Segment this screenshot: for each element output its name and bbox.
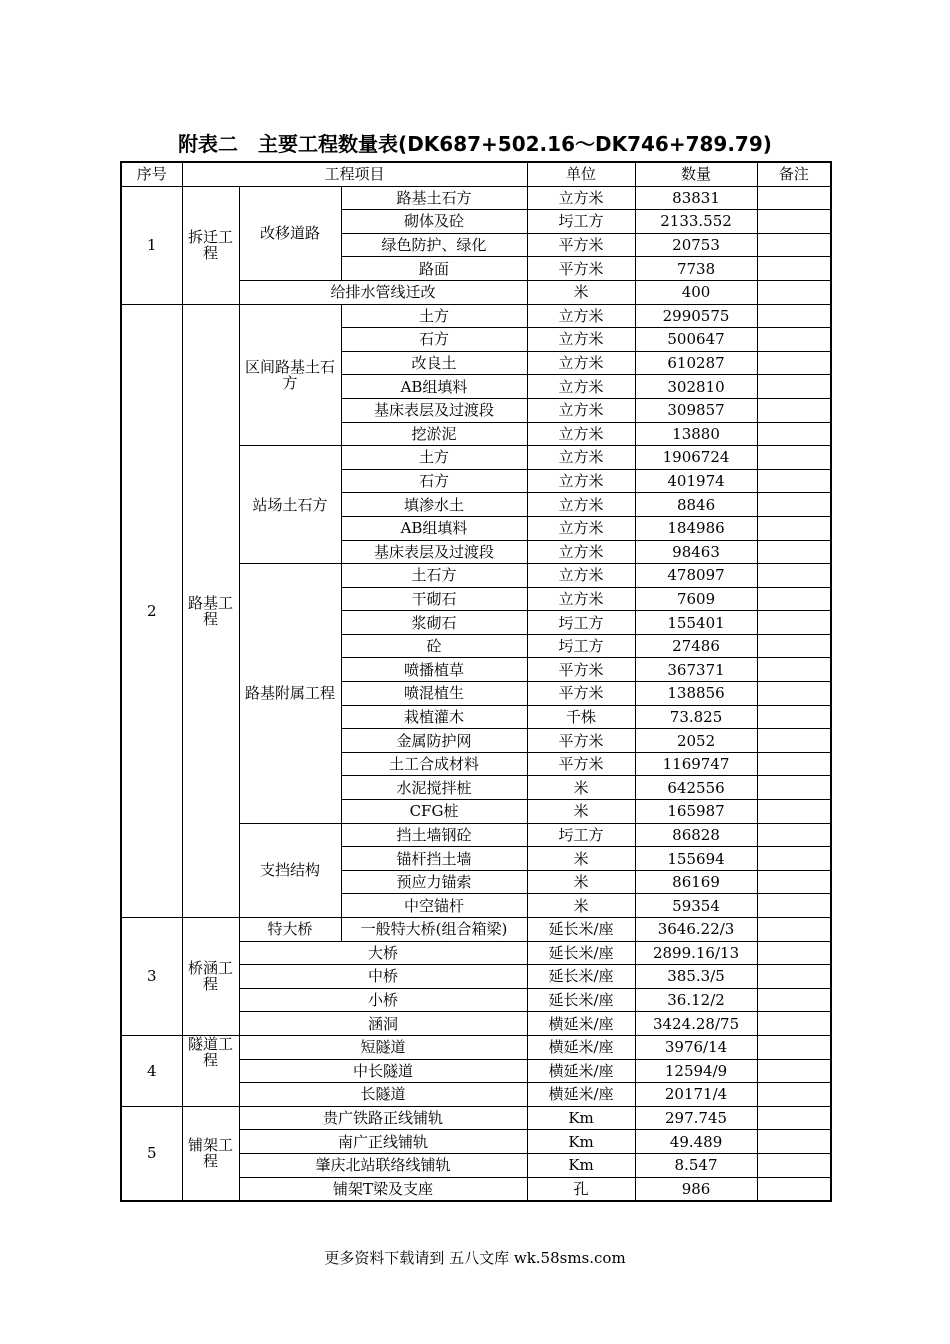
unit-cell: 延长米/座 xyxy=(527,918,635,942)
note-cell xyxy=(757,280,831,304)
note-cell xyxy=(757,658,831,682)
qty-cell: 385.3/5 xyxy=(635,965,757,989)
qty-cell: 8.547 xyxy=(635,1153,757,1177)
subgroup-name: 支挡结构 xyxy=(239,823,341,917)
note-cell xyxy=(757,634,831,658)
item-cell: 水泥搅拌桩 xyxy=(341,776,527,800)
note-cell xyxy=(757,398,831,422)
item-cell: 路面 xyxy=(341,257,527,281)
unit-cell: 立方米 xyxy=(527,351,635,375)
note-cell xyxy=(757,422,831,446)
note-cell xyxy=(757,1130,831,1154)
item-cell: 肇庆北站联络线铺轨 xyxy=(239,1153,527,1177)
note-cell xyxy=(757,1153,831,1177)
qty-cell: 478097 xyxy=(635,564,757,588)
note-cell xyxy=(757,186,831,210)
subgroup-name: 区间路基土石方 xyxy=(239,304,341,446)
unit-cell: 立方米 xyxy=(527,398,635,422)
group-name: 拆迁工程 xyxy=(182,186,239,304)
item-cell: 土方 xyxy=(341,304,527,328)
note-cell xyxy=(757,965,831,989)
note-cell xyxy=(757,446,831,470)
note-cell xyxy=(757,611,831,635)
unit-cell: Km xyxy=(527,1153,635,1177)
group-seq: 1 xyxy=(121,186,182,304)
note-cell xyxy=(757,752,831,776)
subgroup-name: 特大桥 xyxy=(239,918,341,942)
unit-cell: 立方米 xyxy=(527,375,635,399)
qty-cell: 401974 xyxy=(635,469,757,493)
qty-cell: 2133.552 xyxy=(635,210,757,234)
unit-cell: 圬工方 xyxy=(527,634,635,658)
note-cell xyxy=(757,516,831,540)
note-cell xyxy=(757,847,831,871)
item-cell: 挡土墙钢砼 xyxy=(341,823,527,847)
item-cell: 贵广铁路正线铺轨 xyxy=(239,1106,527,1130)
group-name: 隧道工程 xyxy=(182,1035,239,1106)
item-cell: 石方 xyxy=(341,328,527,352)
item-cell: 基床表层及过渡段 xyxy=(341,540,527,564)
group-name: 路基工程 xyxy=(182,304,239,917)
unit-cell: 米 xyxy=(527,870,635,894)
item-cell: 挖淤泥 xyxy=(341,422,527,446)
group-seq: 2 xyxy=(121,304,182,917)
item-cell: 土石方 xyxy=(341,564,527,588)
page-title: 附表二 主要工程数量表(DK687+502.16～DK746+789.79) xyxy=(178,132,772,156)
footer-note: 更多资料下载请到 五八文库 wk.58sms.com xyxy=(324,1249,626,1267)
note-cell xyxy=(757,1083,831,1107)
qty-cell: 3976/14 xyxy=(635,1035,757,1059)
unit-cell: 米 xyxy=(527,280,635,304)
header-seq: 序号 xyxy=(121,162,182,186)
subgroup-name: 站场土石方 xyxy=(239,446,341,564)
group-name: 桥涵工程 xyxy=(182,918,239,1036)
unit-cell: 圬工方 xyxy=(527,823,635,847)
qty-cell: 2990575 xyxy=(635,304,757,328)
item-cell: AB组填料 xyxy=(341,516,527,540)
qty-cell: 155694 xyxy=(635,847,757,871)
note-cell xyxy=(757,540,831,564)
qty-cell: 155401 xyxy=(635,611,757,635)
item-cell: 干砌石 xyxy=(341,587,527,611)
group-name: 铺架工程 xyxy=(182,1106,239,1201)
item-cell: 中桥 xyxy=(239,965,527,989)
item-cell: 涵洞 xyxy=(239,1012,527,1036)
item-cell: 南广正线铺轨 xyxy=(239,1130,527,1154)
unit-cell: 立方米 xyxy=(527,516,635,540)
table-row xyxy=(121,1106,831,1130)
item-cell: 土工合成材料 xyxy=(341,752,527,776)
qty-cell: 12594/9 xyxy=(635,1059,757,1083)
item-cell: 填渗水土 xyxy=(341,493,527,517)
unit-cell: 平方米 xyxy=(527,682,635,706)
unit-cell: Km xyxy=(527,1106,635,1130)
unit-cell: 横延米/座 xyxy=(527,1059,635,1083)
unit-cell: 立方米 xyxy=(527,328,635,352)
unit-cell: 立方米 xyxy=(527,564,635,588)
item-cell: AB组填料 xyxy=(341,375,527,399)
qty-cell: 1906724 xyxy=(635,446,757,470)
unit-cell: 孔 xyxy=(527,1177,635,1201)
item-cell: 土方 xyxy=(341,446,527,470)
unit-cell: 延长米/座 xyxy=(527,965,635,989)
note-cell xyxy=(757,682,831,706)
unit-cell: 圬工方 xyxy=(527,210,635,234)
qty-cell: 86169 xyxy=(635,870,757,894)
note-cell xyxy=(757,870,831,894)
unit-cell: 立方米 xyxy=(527,446,635,470)
unit-cell: Km xyxy=(527,1130,635,1154)
note-cell xyxy=(757,800,831,824)
note-cell xyxy=(757,564,831,588)
qty-cell: 302810 xyxy=(635,375,757,399)
item-cell: 短隧道 xyxy=(239,1035,527,1059)
unit-cell: 圬工方 xyxy=(527,611,635,635)
unit-cell: 平方米 xyxy=(527,729,635,753)
note-cell xyxy=(757,1106,831,1130)
qty-cell: 165987 xyxy=(635,800,757,824)
header-item: 工程项目 xyxy=(182,162,527,186)
item-cell: 路基土石方 xyxy=(341,186,527,210)
note-cell xyxy=(757,729,831,753)
note-cell xyxy=(757,1012,831,1036)
item-cell: 浆砌石 xyxy=(341,611,527,635)
unit-cell: 延长米/座 xyxy=(527,941,635,965)
item-cell: 基床表层及过渡段 xyxy=(341,398,527,422)
header-qty: 数量 xyxy=(635,162,757,186)
qty-cell: 986 xyxy=(635,1177,757,1201)
item-cell: 长隧道 xyxy=(239,1083,527,1107)
group-seq: 3 xyxy=(121,918,182,1036)
qty-cell: 184986 xyxy=(635,516,757,540)
qty-cell: 98463 xyxy=(635,540,757,564)
header-note: 备注 xyxy=(757,162,831,186)
note-cell xyxy=(757,233,831,257)
table-header-row xyxy=(121,162,831,186)
note-cell xyxy=(757,1177,831,1201)
item-cell: 中长隧道 xyxy=(239,1059,527,1083)
unit-cell: 立方米 xyxy=(527,304,635,328)
qty-cell: 73.825 xyxy=(635,705,757,729)
qty-cell: 309857 xyxy=(635,398,757,422)
unit-cell: 米 xyxy=(527,776,635,800)
unit-cell: 立方米 xyxy=(527,186,635,210)
unit-cell: 延长米/座 xyxy=(527,988,635,1012)
item-cell: 绿色防护、绿化 xyxy=(341,233,527,257)
note-cell xyxy=(757,493,831,517)
table-row xyxy=(121,186,831,210)
group-seq: 4 xyxy=(121,1035,182,1106)
item-cell: CFG桩 xyxy=(341,800,527,824)
quantity-table xyxy=(120,161,832,1202)
note-cell xyxy=(757,941,831,965)
item-cell: 改良土 xyxy=(341,351,527,375)
table-row xyxy=(121,304,831,328)
qty-cell: 20753 xyxy=(635,233,757,257)
note-cell xyxy=(757,823,831,847)
note-cell xyxy=(757,351,831,375)
qty-cell: 20171/4 xyxy=(635,1083,757,1107)
qty-cell: 7738 xyxy=(635,257,757,281)
table-row xyxy=(121,1035,831,1059)
item-cell: 锚杆挡土墙 xyxy=(341,847,527,871)
unit-cell: 米 xyxy=(527,847,635,871)
item-cell: 小桥 xyxy=(239,988,527,1012)
qty-cell: 36.12/2 xyxy=(635,988,757,1012)
subgroup-name: 路基附属工程 xyxy=(239,564,341,824)
note-cell xyxy=(757,1059,831,1083)
qty-cell: 610287 xyxy=(635,351,757,375)
note-cell xyxy=(757,328,831,352)
qty-cell: 1169747 xyxy=(635,752,757,776)
item-cell: 给排水管线迁改 xyxy=(239,280,527,304)
unit-cell: 立方米 xyxy=(527,587,635,611)
qty-cell: 2899.16/13 xyxy=(635,941,757,965)
qty-cell: 2052 xyxy=(635,729,757,753)
unit-cell: 米 xyxy=(527,894,635,918)
item-cell: 砼 xyxy=(341,634,527,658)
note-cell xyxy=(757,587,831,611)
note-cell xyxy=(757,304,831,328)
note-cell xyxy=(757,469,831,493)
item-cell: 栽植灌木 xyxy=(341,705,527,729)
note-cell xyxy=(757,257,831,281)
unit-cell: 立方米 xyxy=(527,469,635,493)
item-cell: 一般特大桥(组合箱梁) xyxy=(341,918,527,942)
qty-cell: 297.745 xyxy=(635,1106,757,1130)
qty-cell: 7609 xyxy=(635,587,757,611)
subgroup-name: 改移道路 xyxy=(239,186,341,280)
qty-cell: 59354 xyxy=(635,894,757,918)
unit-cell: 平方米 xyxy=(527,233,635,257)
unit-cell: 平方米 xyxy=(527,658,635,682)
qty-cell: 367371 xyxy=(635,658,757,682)
item-cell: 预应力锚索 xyxy=(341,870,527,894)
item-cell: 中空锚杆 xyxy=(341,894,527,918)
note-cell xyxy=(757,210,831,234)
item-cell: 喷播植草 xyxy=(341,658,527,682)
qty-cell: 138856 xyxy=(635,682,757,706)
qty-cell: 3646.22/3 xyxy=(635,918,757,942)
table-row xyxy=(121,918,831,942)
item-cell: 石方 xyxy=(341,469,527,493)
item-cell: 铺架T梁及支座 xyxy=(239,1177,527,1201)
item-cell: 喷混植生 xyxy=(341,682,527,706)
unit-cell: 千株 xyxy=(527,705,635,729)
unit-cell: 横延米/座 xyxy=(527,1083,635,1107)
unit-cell: 平方米 xyxy=(527,752,635,776)
qty-cell: 400 xyxy=(635,280,757,304)
unit-cell: 横延米/座 xyxy=(527,1012,635,1036)
item-cell: 大桥 xyxy=(239,941,527,965)
unit-cell: 立方米 xyxy=(527,540,635,564)
unit-cell: 横延米/座 xyxy=(527,1035,635,1059)
note-cell xyxy=(757,776,831,800)
qty-cell: 27486 xyxy=(635,634,757,658)
note-cell xyxy=(757,1035,831,1059)
qty-cell: 500647 xyxy=(635,328,757,352)
note-cell xyxy=(757,988,831,1012)
unit-cell: 立方米 xyxy=(527,493,635,517)
unit-cell: 米 xyxy=(527,800,635,824)
note-cell xyxy=(757,894,831,918)
qty-cell: 86828 xyxy=(635,823,757,847)
group-seq: 5 xyxy=(121,1106,182,1201)
unit-cell: 立方米 xyxy=(527,422,635,446)
qty-cell: 3424.28/75 xyxy=(635,1012,757,1036)
unit-cell: 平方米 xyxy=(527,257,635,281)
qty-cell: 13880 xyxy=(635,422,757,446)
note-cell xyxy=(757,918,831,942)
qty-cell: 49.489 xyxy=(635,1130,757,1154)
item-cell: 金属防护网 xyxy=(341,729,527,753)
note-cell xyxy=(757,705,831,729)
qty-cell: 8846 xyxy=(635,493,757,517)
qty-cell: 83831 xyxy=(635,186,757,210)
item-cell: 砌体及砼 xyxy=(341,210,527,234)
qty-cell: 642556 xyxy=(635,776,757,800)
header-unit: 单位 xyxy=(527,162,635,186)
note-cell xyxy=(757,375,831,399)
